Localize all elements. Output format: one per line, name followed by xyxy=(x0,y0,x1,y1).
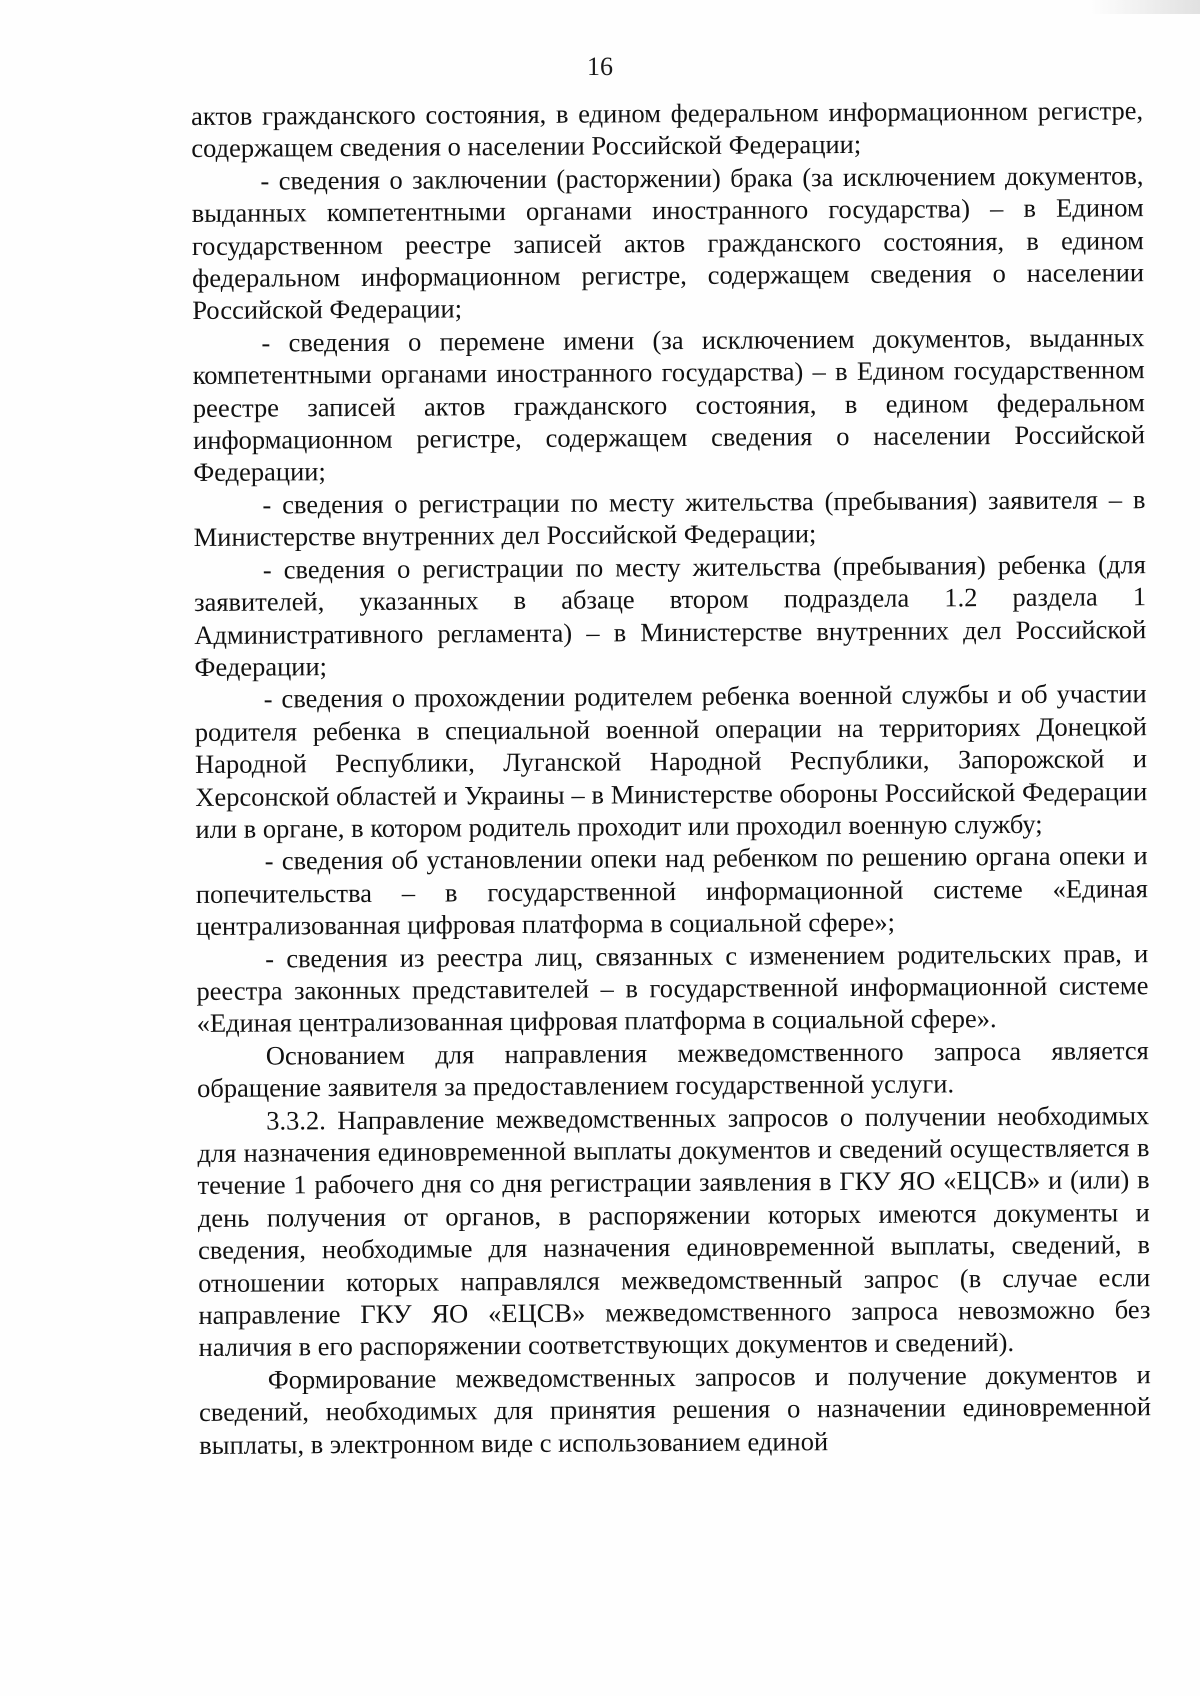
list-item-guardianship-info: - сведения об установлении опеки над ребенком по решению органа опеки и попечительства – в государственной информационной системе «Единая централизованная цифровая платформа в социальной сфере»; xyxy=(195,840,1148,942)
list-item-parental-rights-registry-info: - сведения из реестра лиц, связанных с изменением родительских прав, и реестра законных представителей – в государственной информационной системе «Единая централизованная цифровая платформа в социальной сфере». xyxy=(196,937,1149,1039)
page-number: 16 xyxy=(587,52,613,81)
list-item-marriage-info: - сведения о заключении (расторжении) брака (за исключением документов, выданных компетентными органами иностранного государства) – в Едином государственном реестре записей актов гражданского состояния, в едином федеральном информационном регистре, содержащем сведения о населении Российской Федерации; xyxy=(191,159,1145,326)
paragraph-section-3-3-2: 3.3.2. Направление межведомственных запросов о получении необходимых для назначения единовременной выплаты документов и сведений осуществляется в течение 1 рабочего дня со дня регистрации заявления в ГКУ ЯО «ЕЦСВ» и (или) в день получения от органов, в распоряжении которых имеются документы и сведения, необходимые для назначения единовременной выплаты, сведений, в отношении которых направлялся межведомственный запрос (в случае если направление ГКУ ЯО «ЕЦСВ» межведомственного запроса невозможно без наличия в его распоряжении соответствующих документов и сведений). xyxy=(197,1099,1151,1363)
document-body xyxy=(191,94,1151,1461)
list-item-child-registration-info: - сведения о регистрации по месту жительства (пребывания) ребенка (для заявителей, указанных в абзаце втором подраздела 1.2 раздела 1 Административного регламента) – в Министерстве внутренних дел Российской Федерации; xyxy=(193,548,1147,682)
list-item-name-change-info: - сведения о перемене имени (за исключением документов, выданных компетентными органами иностранного государства) – в Едином государственном реестре записей актов гражданского состояния, в едином федеральном информационном регистре, содержащем сведения о населении Российской Федерации; xyxy=(192,322,1146,488)
paragraph-electronic-requests: Формирование межведомственных запросов и получение документов и сведений, необходимых для принятия решения о назначении единовременной выплаты, в электронном виде с использованием единой xyxy=(198,1359,1152,1460)
list-item-military-service-info: - сведения о прохождении родителем ребенка военной службы и об участии родителя ребенка в специальной военной операции на территориях Донецкой Народной Республики, Луганской Народной Республики, Запорожской и Херсонской областей и Украины – в Министерстве обороны Российской Федерации или в органе, в котором родитель проходит или проходил военную службу; xyxy=(194,678,1148,844)
scan-artifact xyxy=(1090,0,1200,14)
paragraph-request-basis: Основанием для направления межведомственного запроса является обращение заявителя за предоставлением государственной услуги. xyxy=(196,1034,1149,1104)
list-item-applicant-registration-info: - сведения о регистрации по месту жительства (пребывания) заявителя – в Министерстве внутренних дел Российской Федерации; xyxy=(193,484,1146,553)
paragraph-continuation: актов гражданского состояния, в едином федеральном информационном регистре, содержащем сведения о населении Российской Федерации; xyxy=(191,95,1144,164)
